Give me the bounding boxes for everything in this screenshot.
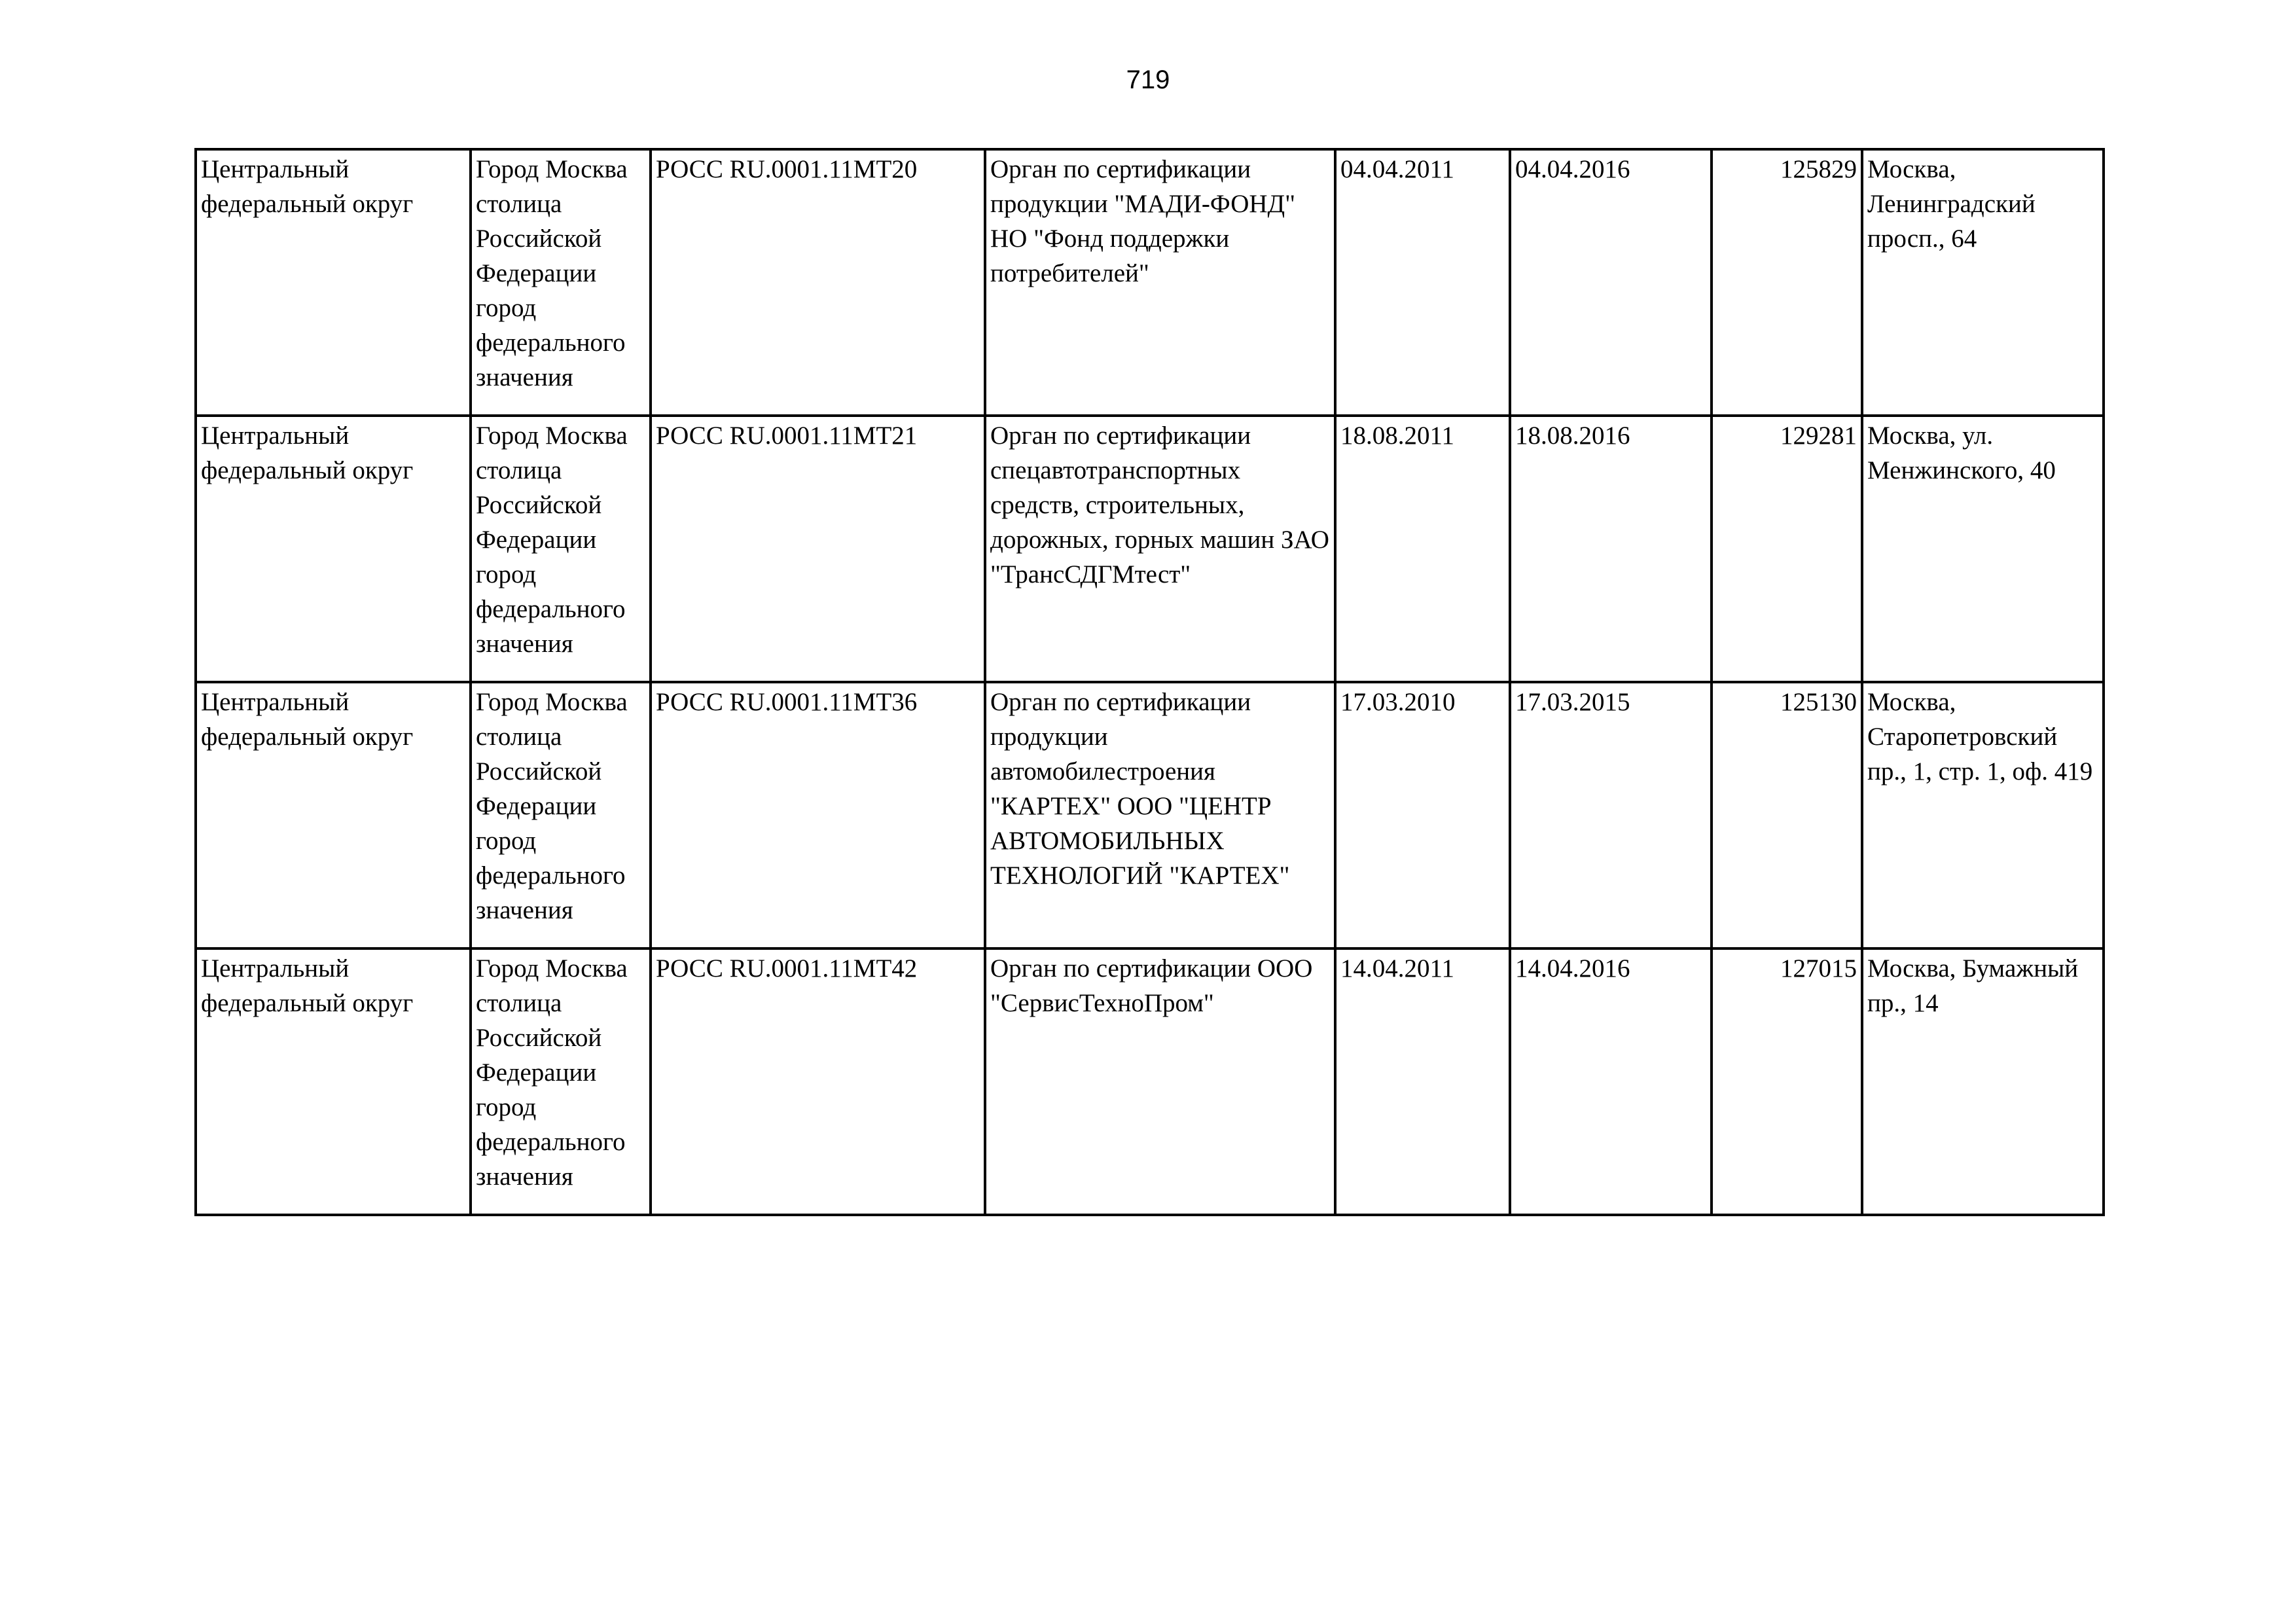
address-cell: Москва, ул. Менжинского, 40 <box>1862 416 2104 682</box>
date-to-cell: 17.03.2015 <box>1510 682 1712 948</box>
table-row <box>196 682 2104 948</box>
district-cell: Центральный федеральный округ <box>196 149 471 416</box>
table-row <box>196 149 2104 416</box>
reg-number-cell: РОСС RU.0001.11МТ36 <box>651 682 985 948</box>
district-cell: Центральный федеральный округ <box>196 682 471 948</box>
district-cell: Центральный федеральный округ <box>196 416 471 682</box>
region-cell: Город Москва столица Российской Федерации город федерального значения <box>471 149 651 416</box>
date-from-cell: 17.03.2010 <box>1335 682 1510 948</box>
table-row <box>196 948 2104 1215</box>
organization-cell: Орган по сертификации спецавтотранспортных средств, строительных, дорожных, горных машин ЗАО "ТрансСДГМтест" <box>985 416 1335 682</box>
certification-bodies-table <box>194 148 2105 1216</box>
postcode-cell: 125130 <box>1712 682 1862 948</box>
region-cell: Город Москва столица Российской Федерации город федерального значения <box>471 416 651 682</box>
district-cell: Центральный федеральный округ <box>196 948 471 1215</box>
address-cell: Москва, Ленинградский просп., 64 <box>1862 149 2104 416</box>
postcode-cell: 125829 <box>1712 149 1862 416</box>
region-cell: Город Москва столица Российской Федерации город федерального значения <box>471 948 651 1215</box>
table-body <box>196 149 2104 1215</box>
date-to-cell: 14.04.2016 <box>1510 948 1712 1215</box>
reg-number-cell: РОСС RU.0001.11МТ20 <box>651 149 985 416</box>
organization-cell: Орган по сертификации продукции автомобилестроения "КАРТЕХ" ООО "ЦЕНТР АВТОМОБИЛЬНЫХ ТЕХНОЛОГИЙ "КАРТЕХ" <box>985 682 1335 948</box>
region-cell: Город Москва столица Российской Федерации город федерального значения <box>471 682 651 948</box>
date-to-cell: 18.08.2016 <box>1510 416 1712 682</box>
date-to-cell: 04.04.2016 <box>1510 149 1712 416</box>
page-number: 719 <box>1126 65 1170 94</box>
table-row <box>196 416 2104 682</box>
postcode-cell: 127015 <box>1712 948 1862 1215</box>
organization-cell: Орган по сертификации ООО "СервисТехноПром" <box>985 948 1335 1215</box>
date-from-cell: 14.04.2011 <box>1335 948 1510 1215</box>
date-from-cell: 04.04.2011 <box>1335 149 1510 416</box>
date-from-cell: 18.08.2011 <box>1335 416 1510 682</box>
postcode-cell: 129281 <box>1712 416 1862 682</box>
reg-number-cell: РОСС RU.0001.11МТ21 <box>651 416 985 682</box>
organization-cell: Орган по сертификации продукции "МАДИ-ФОНД" НО "Фонд поддержки потребителей" <box>985 149 1335 416</box>
reg-number-cell: РОСС RU.0001.11МТ42 <box>651 948 985 1215</box>
address-cell: Москва, Бумажный пр., 14 <box>1862 948 2104 1215</box>
address-cell: Москва, Старопетровский пр., 1, стр. 1, оф. 419 <box>1862 682 2104 948</box>
